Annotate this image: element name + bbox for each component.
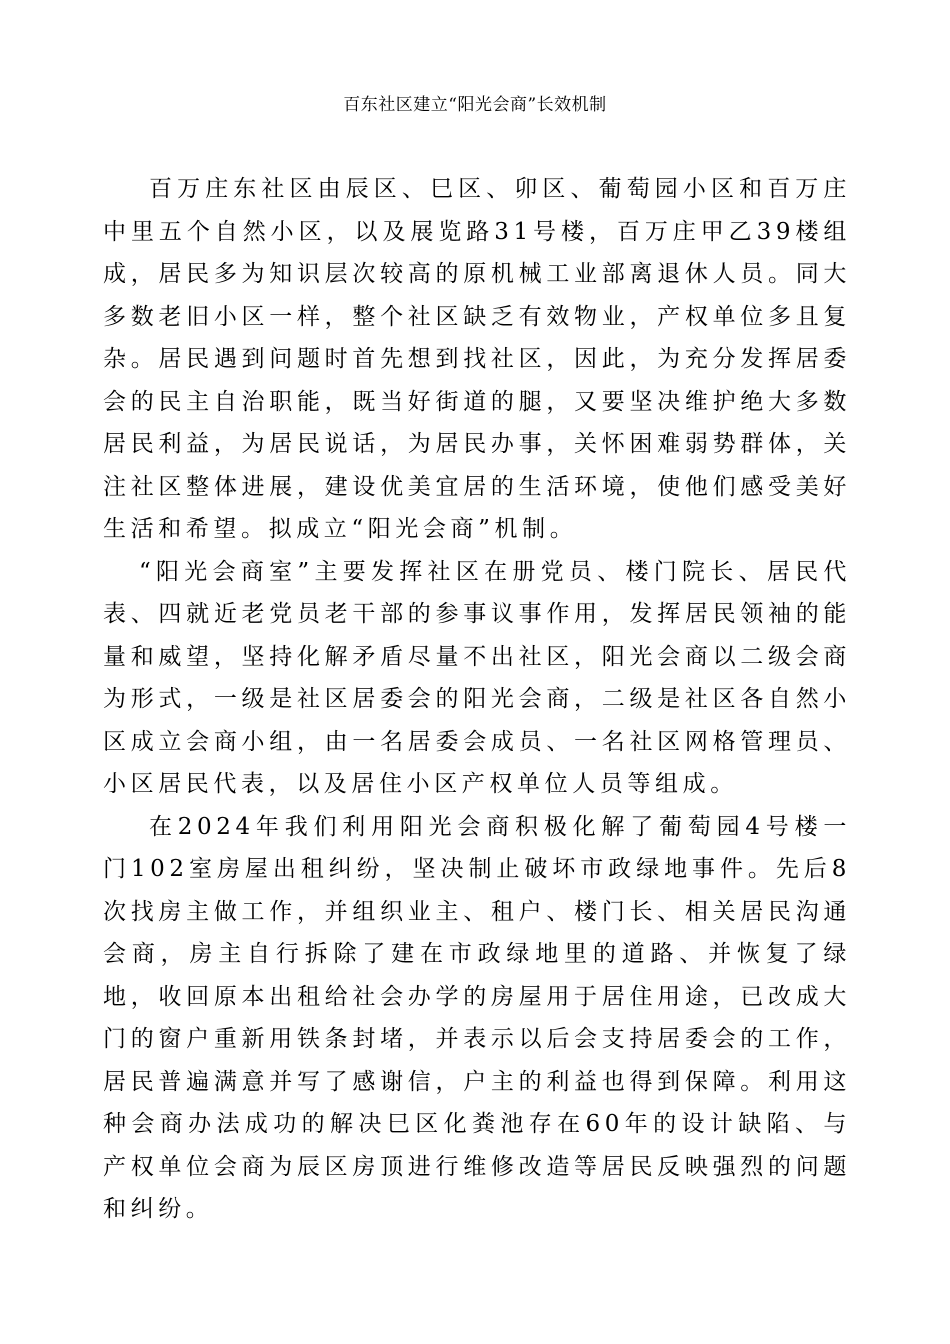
document-title: 百东社区建立“阳光会商”长效机制 [343,95,607,115]
document-body [103,168,851,1231]
paragraph-2: “阳光会商室”主要发挥社区在册党员、楼门院长、居民代表、四就近老党员老干部的参事议事作用，发挥居民领袖的能量和威望，坚持化解矛盾尽量不出社区，阳光会商以二级会商为形式，一级是社区居委会的阳光会商，二级是社区各自然小区成立会商小组，由一名居委会成员、一名社区网格管理员、小区居民代表，以及居住小区产权单位人员等组成。 [103,558,851,797]
paragraph-3: 在2024年我们利用阳光会商积极化解了葡萄园4号楼一门102室房屋出租纠纷，坚决制止破坏市政绿地事件。先后8次找房主做工作，并组织业主、租户、楼门长、相关居民沟通会商，房主自行拆除了建在市政绿地里的道路、并恢复了绿地，收回原本出租给社会办学的房屋用于居住用途，已改成大门的窗户重新用铁条封堵，并表示以后会支持居委会的工作，居民普遍满意并写了感谢信，户主的利益也得到保障。利用这种会商办法成功的解决巳区化粪池存在60年的设计缺陷、与产权单位会商为辰区房顶进行维修改造等居民反映强烈的问题和纠纷。 [103,813,851,1222]
paragraph-1: 百万庄东社区由辰区、巳区、卯区、葡萄园小区和百万庄中里五个自然小区，以及展览路31号楼，百万庄甲乙39楼组成，居民多为知识层次较高的原机械工业部离退休人员。同大多数老旧小区一样，整个社区缺乏有效物业，产权单位多且复杂。居民遇到问题时首先想到找社区，因此，为充分发挥居委会的民主自治职能，既当好街道的腿，又要坚决维护绝大多数居民利益，为居民说话，为居民办事，关怀困难弱势群体，关注社区整体进展，建设优美宜居的生活环境，使他们感受美好生活和希望。拟成立“阳光会商”机制。 [103,176,851,542]
